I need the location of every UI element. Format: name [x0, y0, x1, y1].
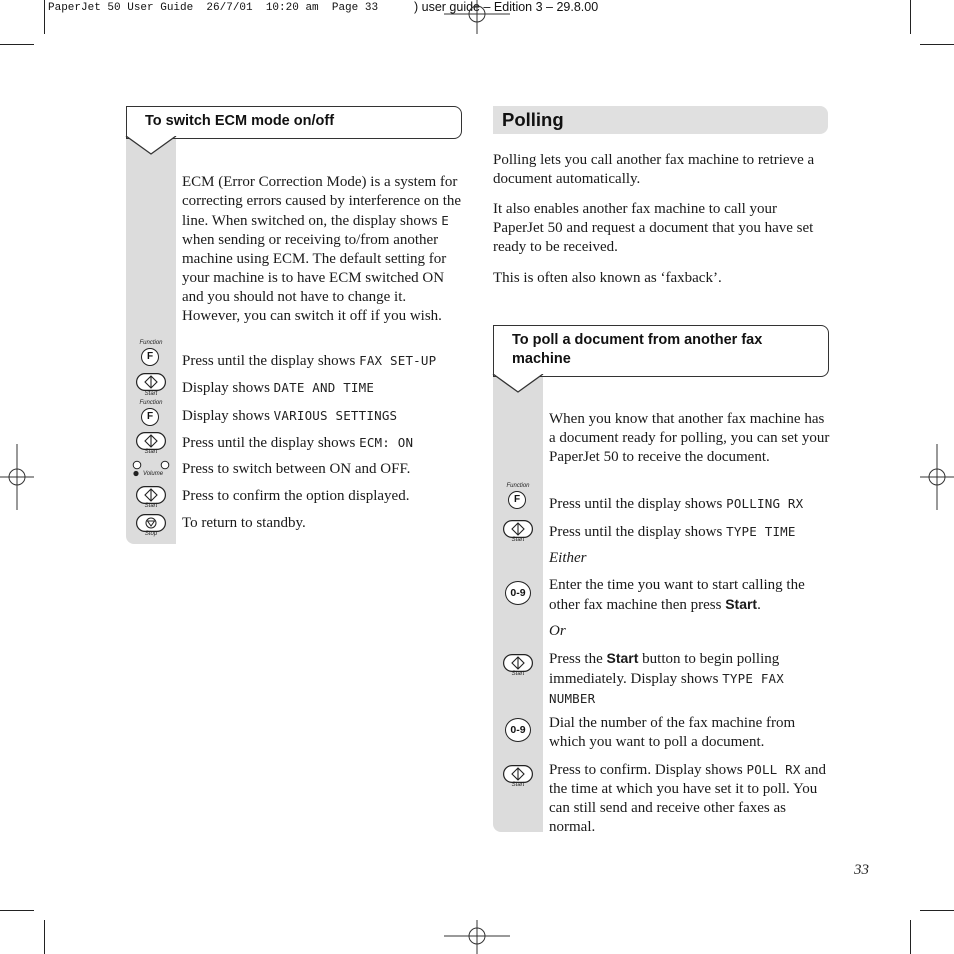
ecm-step-5 — [182, 460, 410, 479]
poll-step-6 — [549, 760, 834, 837]
start-button-icon[interactable] — [503, 765, 533, 783]
start-label: Start — [144, 391, 158, 397]
poll-doc-heading-line: To poll a document from another fax — [512, 332, 763, 348]
step-text: Press the — [549, 651, 603, 667]
step-text: Press until the display shows — [549, 524, 723, 540]
start-label: Start — [144, 503, 158, 509]
stop-label: Stop — [144, 531, 158, 537]
function-label: Function — [139, 400, 163, 406]
step-text: Press until the display shows — [182, 353, 356, 369]
start-label: Start — [511, 537, 525, 543]
crop-mark — [0, 44, 34, 45]
poll-step-4 — [549, 649, 831, 709]
function-button[interactable]: F — [508, 491, 526, 509]
start-button-icon[interactable] — [136, 373, 166, 391]
ecm-step-1 — [182, 351, 436, 371]
crop-mark — [920, 44, 954, 45]
step-text-rest: button to begin polling immediately. Display shows — [549, 651, 780, 687]
printer-slug: PaperJet 50 User Guide 26/7/01 10:20 am Page 33 — [48, 2, 379, 14]
button-name: Start — [606, 650, 639, 666]
crop-mark — [910, 0, 911, 34]
start-button-icon[interactable] — [136, 486, 166, 504]
printer-slug-edition: ) user guide – Edition 3 – 29.8.00 — [414, 0, 599, 14]
heading-pointer — [492, 374, 546, 394]
function-label: Function — [506, 483, 530, 489]
start-button-icon[interactable] — [136, 432, 166, 450]
step-text: Press to confirm the option displayed. — [182, 488, 410, 504]
function-button[interactable]: F — [141, 348, 159, 366]
ecm-intro — [182, 173, 464, 326]
lcd-text: NUMBER — [549, 691, 596, 706]
step-text: Press to switch between ON and OFF. — [182, 461, 411, 477]
poll-step-1 — [549, 494, 803, 514]
crop-mark — [920, 910, 954, 911]
lcd-text: POLL RX — [746, 762, 801, 777]
lcd-text: E — [441, 213, 450, 228]
poll-step-5: Dial the number of the fax machine from which you want to poll a document. — [549, 715, 796, 750]
ecm-intro-text: ECM (Error Correction Mode) is a system for correcting errors caused by interference on the line. When switched on, the display shows — [182, 174, 462, 229]
poll-doc-heading-line: machine — [512, 351, 571, 367]
ecm-intro-text-rest: when sending or receiving to/from another machine using ECM. The default setting for your machine is to have ECM switched ON and you should not have to change it. However, you can switch it off if you wish. — [182, 232, 447, 324]
polling-para-2: It also enables another fax machine to call your PaperJet 50 and request a document that you have set ready to be received. — [493, 201, 814, 255]
start-button-icon[interactable] — [503, 520, 533, 538]
step-text: Display shows — [182, 380, 270, 396]
ecm-step-2 — [182, 378, 374, 398]
keypad-0-9-button[interactable]: 0-9 — [505, 581, 531, 605]
step-text-rest: and the time at which you have set it to poll. You can still send and receive other faxes as normal. — [549, 762, 827, 835]
polling-title: Polling — [502, 109, 564, 130]
registration-mark-icon — [920, 444, 954, 510]
crop-mark — [44, 0, 45, 34]
poll-doc-intro: When you know that another fax machine has a document ready for polling, you can set your PaperJet 50 to receive the document. — [549, 411, 830, 465]
poll-or: Or — [549, 623, 566, 639]
poll-step-2 — [549, 522, 796, 542]
registration-mark-icon — [444, 0, 510, 34]
poll-either: Either — [549, 550, 587, 566]
registration-mark-icon — [444, 920, 510, 954]
heading-pointer — [125, 136, 179, 156]
start-label: Start — [511, 671, 525, 677]
button-name: Start — [725, 596, 758, 612]
lcd-text: DATE AND TIME — [273, 380, 375, 395]
step-text: Press to confirm. Display shows — [549, 762, 743, 778]
polling-para-1: Polling lets you call another fax machine to retrieve a document automatically. — [493, 152, 815, 187]
polling-para-3: This is often also known as ‘faxback’. — [493, 270, 722, 286]
poll-step-3 — [549, 576, 831, 615]
ecm-step-3 — [182, 406, 397, 426]
lcd-text: TYPE FAX — [722, 671, 784, 686]
ecm-step-4 — [182, 433, 413, 453]
crop-mark — [44, 920, 45, 954]
step-text: Display shows — [182, 408, 270, 424]
poll-doc-heading — [512, 331, 812, 369]
registration-mark-icon — [0, 444, 34, 510]
step-text: Press until the display shows — [549, 496, 723, 512]
lcd-text: TYPE TIME — [726, 524, 796, 539]
step-text: Press until the display shows — [182, 435, 356, 451]
volume-label: Volume — [142, 471, 164, 477]
ecm-step-7 — [182, 514, 306, 533]
lcd-text: ECM: ON — [359, 435, 414, 450]
function-button[interactable]: F — [141, 408, 159, 426]
crop-mark — [0, 910, 34, 911]
step-text: Enter the time you want to start calling the other fax machine then press — [549, 577, 805, 613]
crop-mark — [910, 920, 911, 954]
lcd-text: FAX SET-UP — [359, 353, 437, 368]
stop-button-icon[interactable] — [136, 514, 166, 532]
function-label: Function — [139, 340, 163, 346]
ecm-heading: To switch ECM mode on/off — [145, 113, 335, 129]
start-button-icon[interactable] — [503, 654, 533, 672]
step-text-end: . — [757, 597, 761, 613]
lcd-text: VARIOUS SETTINGS — [273, 408, 398, 423]
page-number: 33 — [854, 862, 869, 878]
lcd-text: POLLING RX — [726, 496, 804, 511]
start-label: Start — [511, 782, 525, 788]
step-text: To return to standby. — [182, 515, 306, 531]
keypad-0-9-button[interactable]: 0-9 — [505, 718, 531, 742]
start-label: Start — [144, 449, 158, 455]
ecm-step-6 — [182, 487, 409, 506]
